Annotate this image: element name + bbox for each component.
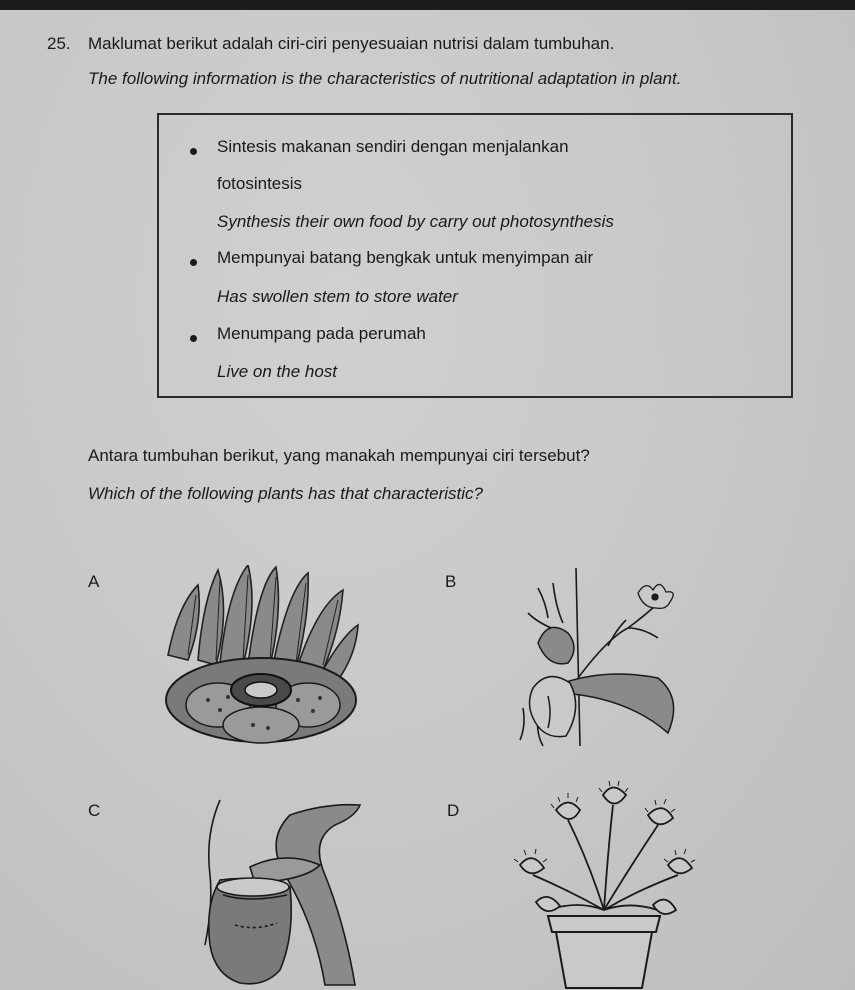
item-2-english: Has swollen stem to store water bbox=[217, 287, 458, 306]
option-d-label[interactable]: D bbox=[447, 801, 460, 820]
prompt-malay: Antara tumbuhan berikut, yang manakah mempunyai ciri tersebut? bbox=[88, 446, 590, 465]
rafflesia-flower-icon[interactable] bbox=[158, 565, 364, 747]
item-3-english: Live on the host bbox=[217, 362, 338, 381]
option-a-label[interactable]: A bbox=[88, 572, 100, 591]
venus-flytrap-icon[interactable] bbox=[508, 780, 700, 990]
item-2-malay: Mempunyai batang bengkak untuk menyimpan air bbox=[217, 248, 594, 267]
exam-page bbox=[0, 10, 855, 990]
question-number: 25. bbox=[47, 34, 71, 53]
option-c-label[interactable]: C bbox=[88, 801, 101, 820]
item-3-malay: Menumpang pada perumah bbox=[217, 324, 426, 343]
prompt-english: Which of the following plants has that characteristic? bbox=[88, 484, 483, 503]
question-stem-english: The following information is the characteristics of nutritional adaptation in plant. bbox=[88, 69, 682, 88]
item-1-english: Synthesis their own food by carry out photosynthesis bbox=[217, 212, 614, 231]
item-1-malay-line-1: Sintesis makanan sendiri dengan menjalankan bbox=[217, 137, 569, 156]
pitcher-plant-icon[interactable] bbox=[195, 795, 365, 990]
question-stem-malay: Maklumat berikut adalah ciri-ciri penyesuaian nutrisi dalam tumbuhan. bbox=[88, 34, 615, 53]
item-1-malay-line-2: fotosintesis bbox=[217, 174, 303, 193]
bullet-icon bbox=[190, 259, 197, 266]
option-b-label[interactable]: B bbox=[445, 572, 457, 591]
characteristics-box bbox=[157, 113, 793, 398]
bullet-icon bbox=[190, 335, 197, 342]
epiphytic-orchid-icon[interactable] bbox=[508, 568, 694, 748]
bullet-icon bbox=[190, 148, 197, 155]
